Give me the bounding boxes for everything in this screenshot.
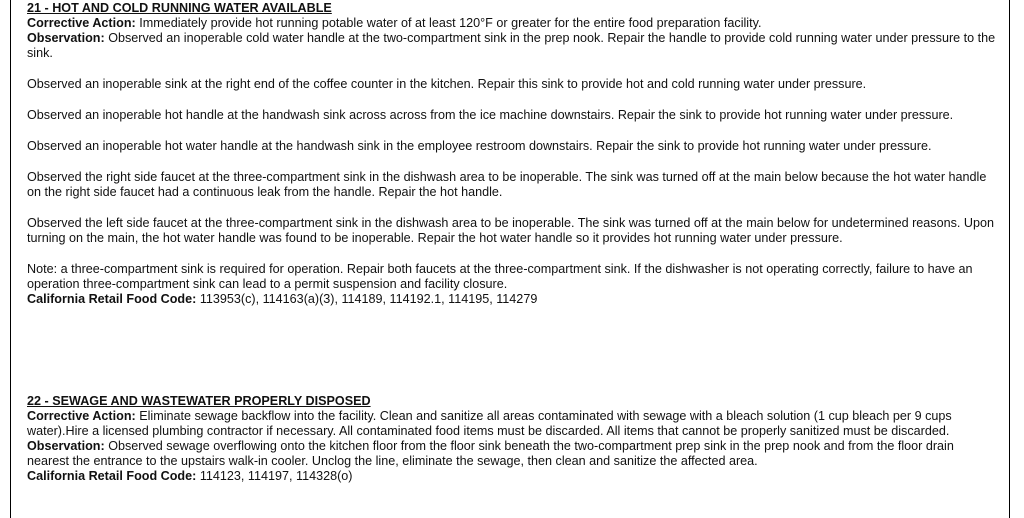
observation-paragraph: Observed an inoperable sink at the right end of the coffee counter in the kitchen. Repair this sink to provide hot and cold running water under pressure. — [27, 77, 867, 91]
report-frame — [10, 0, 1010, 518]
observation-paragraph: Observed the left side faucet at the three-compartment sink in the dishwash area to be inoperable. The sink was turned off at the main below for undetermined reasons. Upon turning on the main, the hot water handle was found to be inoperable. Repair the hot water handle so it provides hot running water under pressure. — [27, 216, 995, 245]
note-paragraph: Note: a three-compartment sink is required for operation. Repair both faucets at the three-compartment sink. If the dishwasher is not operating correctly, failure to have an operation three-compartment sink can lead to a permit suspension and facility closure. — [27, 262, 973, 291]
food-code-text: 113953(c), 114163(a)(3), 114189, 114192.1, 114195, 114279 — [199, 292, 538, 306]
violation-section-22 — [27, 394, 999, 484]
observation-label: Observation: — [27, 439, 105, 453]
corrective-action — [27, 409, 999, 439]
food-code-text: 114123, 114197, 114328(o) — [199, 469, 353, 483]
observation-text: Observed an inoperable cold water handle at the two-compartment sink in the prep nook. Repair the handle to provide cold running water under pressure to the sink. — [27, 31, 996, 60]
corrective-action-label: Corrective Action: — [27, 16, 136, 30]
food-code-label: California Retail Food Code: — [27, 292, 197, 306]
corrective-action-label: Corrective Action: — [27, 409, 136, 423]
corrective-action — [27, 16, 999, 31]
observation-paragraph: Observed the right side faucet at the three-compartment sink in the dishwash area to be inoperable. The sink was turned off at the main below because the hot water handle on the right side faucet had a continuous leak from the handle. Repair the hot handle. — [27, 170, 987, 199]
observation — [27, 439, 999, 469]
food-code-reference — [27, 469, 999, 484]
food-code-reference — [27, 292, 999, 307]
observation-label: Observation: — [27, 31, 105, 45]
food-code-label: California Retail Food Code: — [27, 469, 197, 483]
observation — [27, 31, 999, 61]
observation-paragraph: Observed an inoperable hot water handle at the handwash sink in the employee restroom downstairs. Repair the sink to provide hot running water under pressure. — [27, 139, 932, 153]
corrective-action-text: Immediately provide hot running potable water of at least 120°F or greater for the entire food preparation facility. — [139, 16, 762, 30]
observation-text: Observed sewage overflowing onto the kitchen floor from the floor sink beneath the two-compartment prep sink in the prep nook and from the floor drain nearest the entrance to the upstairs walk-in cooler. Unclog the line, eliminate the sewage, then clean and sanitize the affected area. — [27, 439, 954, 468]
section-heading: 21 - HOT AND COLD RUNNING WATER AVAILABLE — [27, 1, 332, 15]
observation-paragraph: Observed an inoperable hot handle at the handwash sink across across from the ice machine downstairs. Repair the sink to provide hot running water under pressure. — [27, 108, 954, 122]
violation-section-21 — [27, 1, 999, 307]
section-heading: 22 - SEWAGE AND WASTEWATER PROPERLY DISPOSED — [27, 394, 371, 408]
corrective-action-text: Eliminate sewage backflow into the facility. Clean and sanitize all areas contaminated with sewage with a bleach solution (1 cup bleach per 9 cups water).Hire a licensed plumbing contractor if necessary. All contaminated food items must be discarded. All items that cannot be properly sanitized must be discarded. — [27, 409, 952, 438]
